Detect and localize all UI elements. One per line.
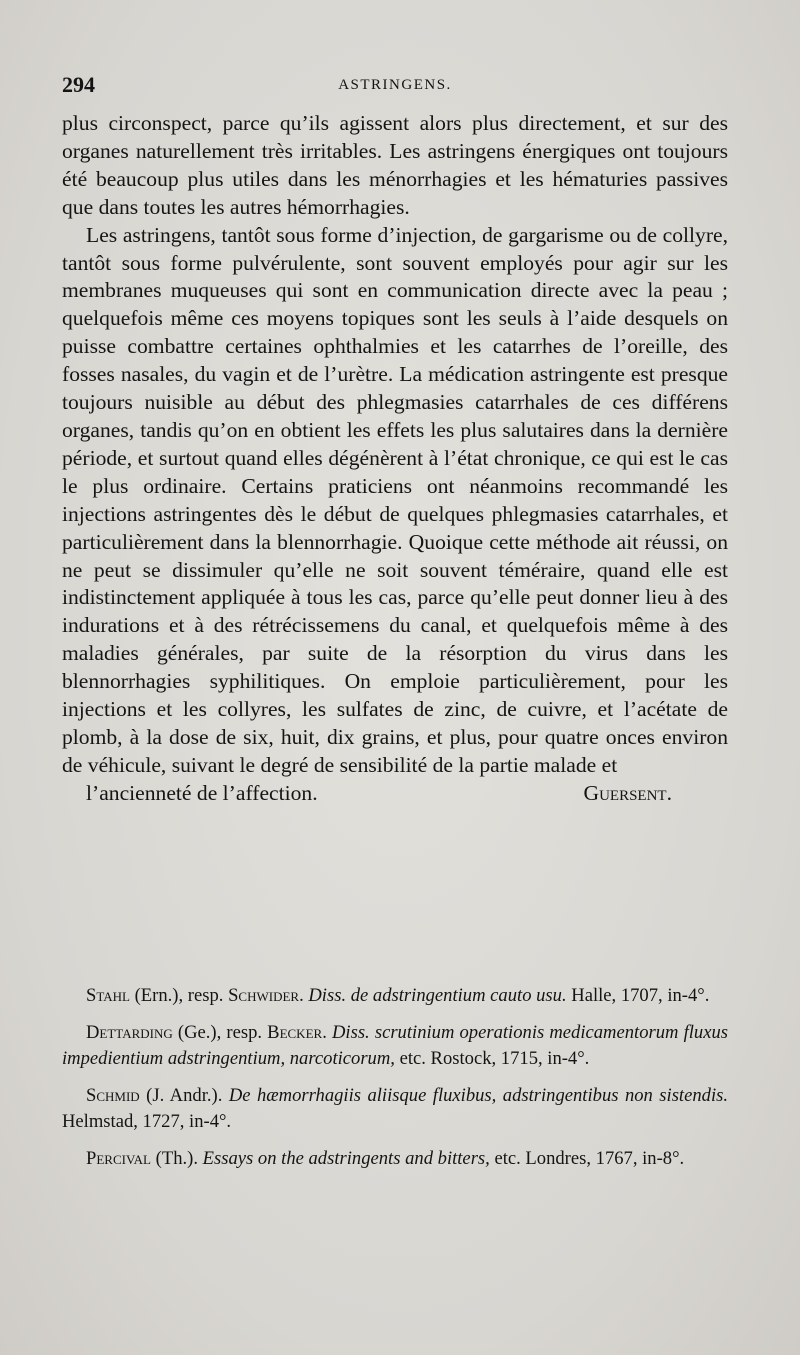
entry-author: Dettarding (86, 1021, 173, 1043)
entry-details: etc. Londres, 1767, in-8°. (489, 1147, 685, 1169)
entry-title: De hæmorrhagiis aliisque fluxibus, adstringentibus non sistendis. (228, 1084, 728, 1106)
paragraph (62, 222, 728, 780)
entry-author-detail: (J. Andr.). (139, 1084, 229, 1106)
closing-text: l’ancienneté de l’affection. (86, 780, 318, 805)
entry-author: Stahl (86, 985, 130, 1006)
entry-separator: . (299, 985, 309, 1006)
bibliography (62, 983, 728, 1182)
entry-respondent: Schwider (228, 985, 300, 1006)
bibliography-entry (62, 1146, 728, 1173)
entry-author: Percival (86, 1147, 151, 1169)
bibliography-entry (62, 1083, 728, 1136)
entry-respondent: Becker (267, 1021, 323, 1043)
entry-details: etc. Rostock, 1715, in-4°. (394, 1048, 590, 1069)
paragraph-continued: plus circonspect, parce qu’ils agissent alors plus directement, et sur des organes naturellement très irritables. Les astringens énergiques ont toujours été beaucoup plus utiles dans les ménorrhagies et les hématuries passives que dans toutes les autres hémorrhagies. (62, 111, 728, 219)
page-header (62, 72, 728, 104)
entry-title: Diss. scrutinium operationis medicamentorum fluxus impedientium adstringentium, narcoticorum, (62, 1021, 729, 1069)
author-signature: Guersent. (583, 780, 672, 805)
page-number: 294 (62, 72, 95, 97)
bibliography-entry (62, 1020, 728, 1073)
paragraph-text: Les astringens, tantôt sous forme d’injection, de gargarisme ou de collyre, tantôt sous forme pulvérulente, sont souvent employés pour agir sur les membranes muqueuses qui sont en communication directe avec la peau ; quelquefois même ces moyens topiques sont les seuls à l’aide desquels on puisse combattre certaines ophthalmies et les catarrhes de l’oreille, des fosses nasales, du vagin et de l’urètre. La médication astringente est presque toujours nuisible au début des phlegmasies catarrhales de ces différens organes, tandis qu’on en obtient les effets les plus salutaires dans la dernière période, et surtout quand elles dégénèrent à l’état chronique, ce qui est le cas le plus ordinaire. Certains praticiens ont néanmoins recommandé les injections astringentes dès le début de quelques phlegmasies catarrhales, et particulièrement dans la blennorrhagie. Quoique cette méthode ait réussi, on ne peut se dissimuler qu’elle ne soit souvent téméraire, quand elle est indistinctement appliquée à tous les cas, parce qu’elle peut donner lieu à des indurations et à des rétrécissemens du canal, et quelquefois même à des maladies générales, par suite de la résorption du virus dans les blennorrhagies syphilitiques. On emploie particulièrement, pour les injections et les collyres, les sulfates de zinc, de cuivre, et l’acétate de plomb, à la dose de six, huit, dix grains, et plus, pour quatre onces environ de véhicule, suivant le degré de sensibilité de la partie malade et (62, 222, 728, 777)
entry-title: Essays on the adstringents and bitters, (202, 1147, 490, 1169)
running-head: ASTRINGENS. (338, 77, 452, 93)
signature-line (62, 780, 728, 808)
entry-details: Halle, 1707, in-4°. (566, 985, 710, 1006)
bibliography-entry (62, 983, 728, 1010)
entry-author-detail: (Th.). (151, 1147, 203, 1169)
entry-author-detail: (Ern.), resp. (129, 985, 229, 1006)
entry-author: Schmid (86, 1084, 140, 1106)
entry-author-detail: (Ge.), resp. (172, 1021, 268, 1043)
entry-details: Helmstad, 1727, in-4°. (62, 1111, 232, 1132)
entry-title: Diss. de adstringentium cauto usu. (308, 985, 567, 1006)
entry-separator: . (322, 1021, 332, 1043)
article-body (62, 110, 728, 808)
